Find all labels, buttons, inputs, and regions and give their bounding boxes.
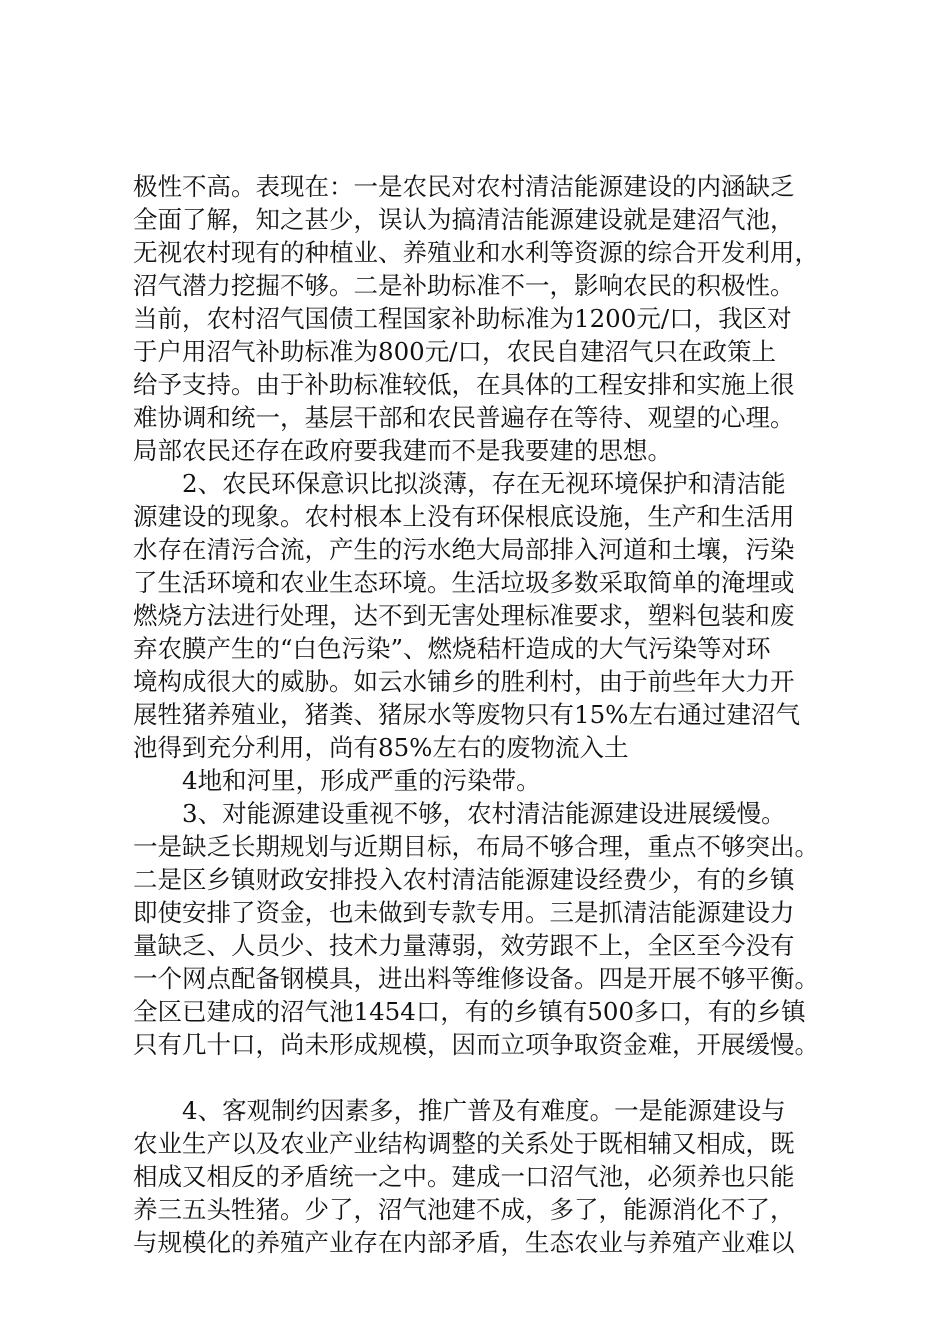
- paragraph-2-start: 2、农民环保意识比拟淡薄，存在无视环境保护和清洁能: [182, 469, 786, 498]
- text-line: 燃烧方法进行处理，达不到无害处理标准要求，塑料包装和废: [133, 601, 795, 630]
- paragraph-4-start: 4、客观制约因素多，推广普及有难度。一是能源建设与: [182, 1096, 786, 1125]
- paragraph-gap: [133, 1061, 843, 1094]
- text-line: 只有几十口，尚未形成规模，因而立项争取资金难，开展缓慢。: [133, 1030, 819, 1059]
- text-line: 二是区乡镇财政安排投入农村清洁能源建设经费少，有的乡镇: [133, 865, 795, 894]
- text-line: 水存在清污合流，产生的污水绝大局部排入河道和土壤，污染: [133, 535, 795, 564]
- text-line: 即使安排了资金，也未做到专款专用。三是抓清洁能源建设力: [133, 898, 795, 927]
- text-line-continued: 4地和河里，形成严重的污染带。: [182, 766, 541, 795]
- text-line: 量缺乏、人员少、技术力量薄弱，效劳跟不上，全区至今没有: [133, 931, 795, 960]
- text-line: 相成又相反的矛盾统一之中。建成一口沼气池，必须养也只能: [133, 1162, 795, 1191]
- text-line: 源建设的现象。农村根本上没有环保根底设施，生产和生活用: [133, 502, 795, 531]
- text-line: 给予支持。由于补助标准较低，在具体的工程安排和实施上很: [133, 370, 795, 399]
- text-line: 池得到充分利用，尚有85%左右的废物流入土: [133, 733, 629, 762]
- text-line: 了生活环境和农业生态环境。生活垃圾多数采取简单的淹埋或: [133, 568, 795, 597]
- document-body: [133, 170, 843, 1259]
- text-line: 当前，农村沼气国债工程国家补助标准为1200元/口，我区对: [133, 304, 792, 333]
- text-line: 极性不高。表现在：一是农民对农村清洁能源建设的内涵缺乏: [133, 172, 795, 201]
- text-line: 于户用沼气补助标准为800元/口，农民自建沼气只在政策上: [133, 337, 777, 366]
- text-line: 全面了解，知之甚少，误认为搞清洁能源建设就是建沼气池，: [133, 205, 795, 234]
- text-line: 局部农民还存在政府要我建而不是我要建的思想。: [133, 436, 672, 465]
- paragraph-3-start: 3、对能源建设重视不够，农村清洁能源建设进展缓慢。: [182, 799, 786, 828]
- text-line: 农业生产以及农业产业结构调整的关系处于既相辅又相成，既: [133, 1129, 795, 1158]
- text-line: 境构成很大的威胁。如云水铺乡的胜利村，由于前些年大力开: [133, 667, 795, 696]
- text-line: 无视农村现有的种植业、养殖业和水利等资源的综合开发利用，: [133, 238, 819, 267]
- text-line: 全区已建成的沼气池1454口，有的乡镇有500多口，有的乡镇: [133, 997, 806, 1026]
- text-line: 展牲猪养殖业，猪粪、猪尿水等废物只有15%左右通过建沼气: [133, 700, 800, 729]
- text-line: 养三五头牲猪。少了，沼气池建不成，多了，能源消化不了，: [133, 1195, 795, 1224]
- text-line: 一个网点配备钢模具，进出料等维修设备。四是开展不够平衡。: [133, 964, 819, 993]
- text-line: 沼气潜力挖掘不够。二是补助标准不一，影响农民的积极性。: [133, 271, 795, 300]
- text-line: 难协调和统一，基层干部和农民普遍存在等待、观望的心理。: [133, 403, 795, 432]
- text-line: 与规模化的养殖产业存在内部矛盾，生态农业与养殖产业难以: [133, 1228, 795, 1257]
- text-line: 一是缺乏长期规划与近期目标，布局不够合理，重点不够突出。: [133, 832, 819, 861]
- text-line: 弃农膜产生的“白色污染”、燃烧秸杆造成的大气污染等对环: [133, 634, 771, 663]
